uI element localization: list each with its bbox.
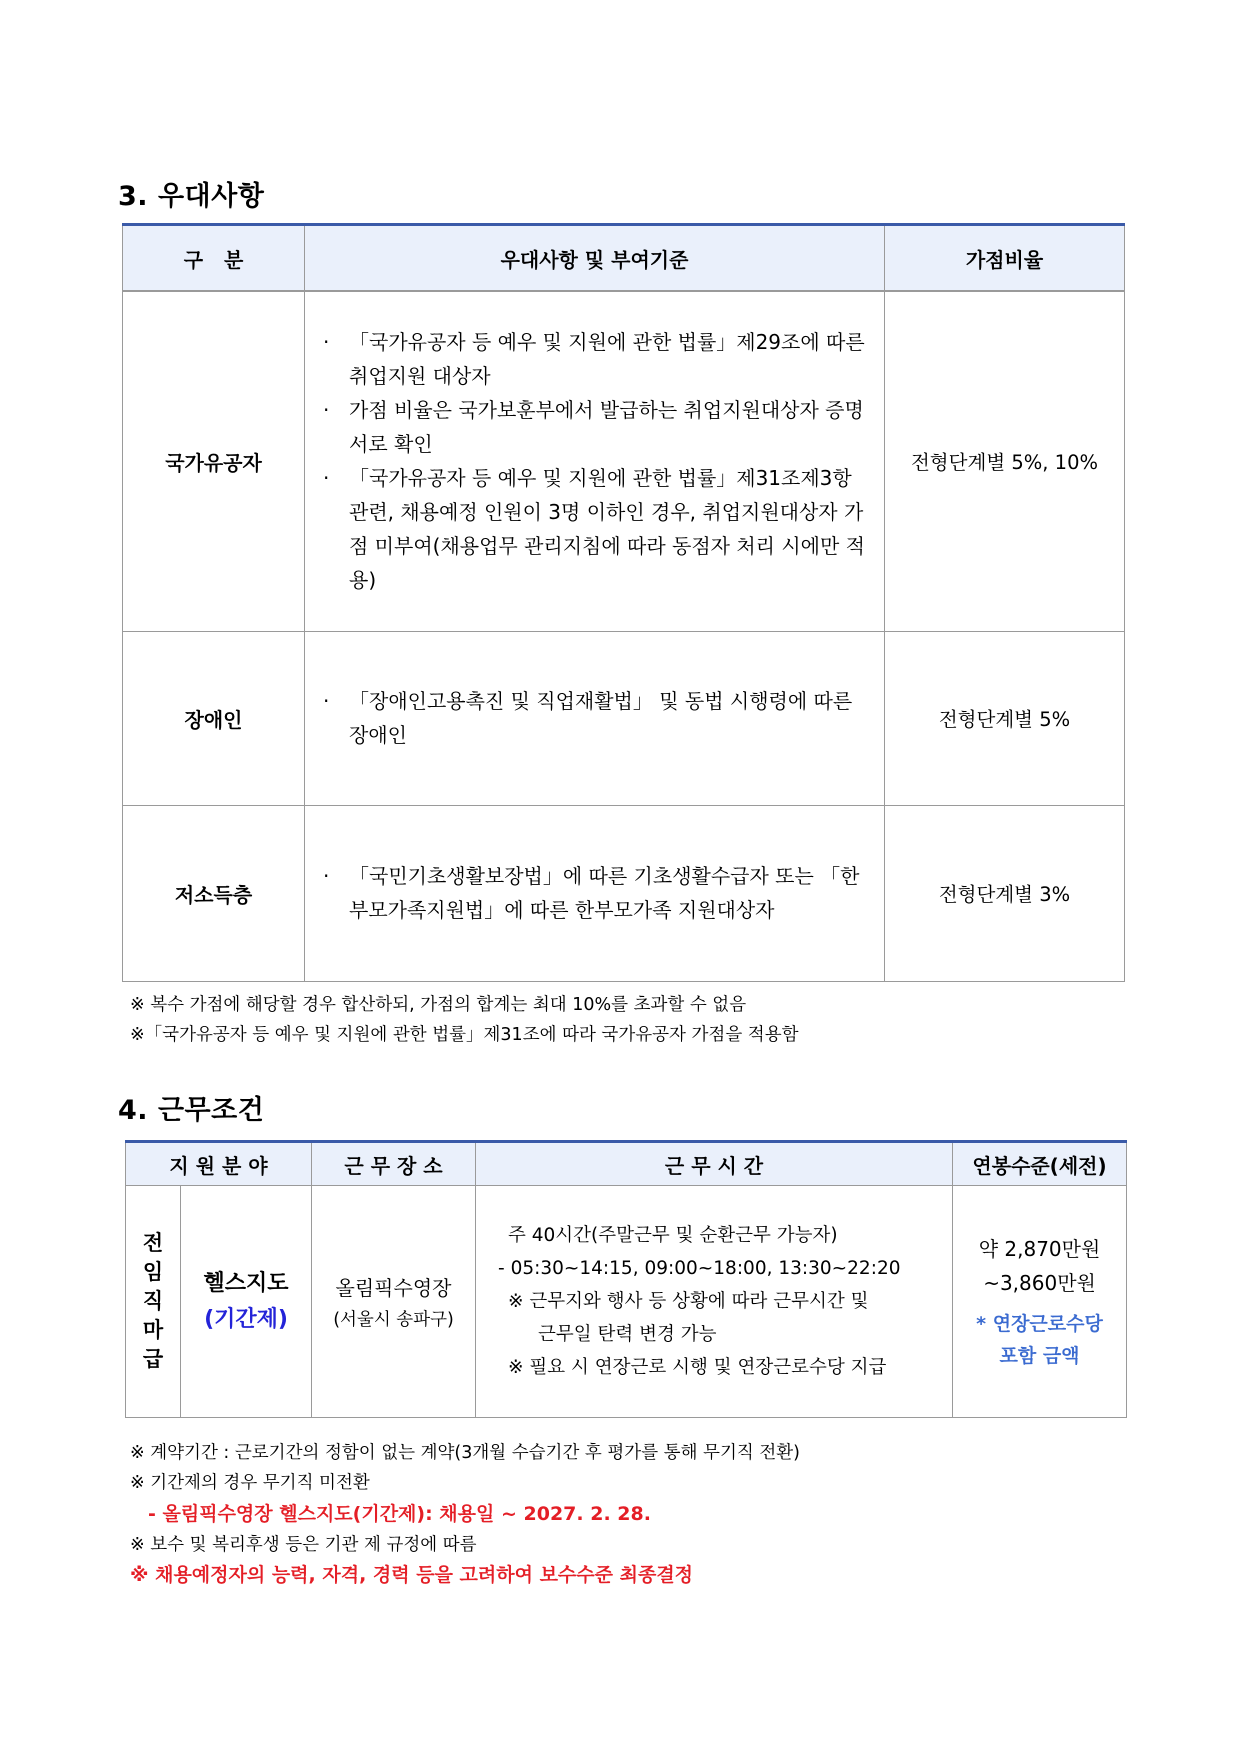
list-item: · 「국가유공자 등 예우 및 지원에 관한 법률」제31조제3항 관련, 채용예정 인원이 3명 이하인 경우, 취업지원대상자 가점 미부여(채용업무 관리지침에 따라 동점자 처리 시에만 적용)	[323, 466, 865, 593]
hours-line: 주 40시간(주말근무 및 순환근무 가능자)	[508, 1225, 838, 1246]
rate-cell: 전형단계별 5%, 10%	[885, 291, 1125, 631]
section3-note-2: ※「국가유공자 등 예우 및 지원에 관한 법률」제31조에 따라 국가유공자 가점을 적용함	[130, 1025, 799, 1045]
list-item: · 가점 비율은 국가보훈부에서 발급하는 취업지원대상자 증명서로 확인	[323, 398, 864, 457]
rate-cell: 전형단계별 3%	[885, 805, 1125, 981]
section3-note-1: ※ 복수 가점에 해당할 경우 합산하되, 가점의 합계는 최대 10%를 초과할 수 없음	[130, 995, 747, 1015]
category-cell: 장애인	[123, 631, 305, 805]
hours-cell	[476, 1186, 953, 1418]
criteria-cell	[305, 631, 885, 805]
list-item: · 「장애인고용촉진 및 직업재활법」 및 동법 시행령에 따른 장애인	[323, 689, 853, 747]
table-row	[126, 1186, 1127, 1418]
salary-min: 약 2,870만원	[978, 1236, 1101, 1261]
hours-line: ※ 근무지와 행사 등 상황에 따라 근무시간 및	[508, 1291, 869, 1312]
section4-note-1: ※ 계약기간 : 근로기간의 정함이 없는 계약(3개월 수습기간 후 평가를 통해 무기직 전환)	[130, 1443, 800, 1463]
place-name: 올림픽수영장	[335, 1275, 452, 1300]
header-hours: 근 무 시 간	[476, 1142, 953, 1186]
table-header-row	[123, 225, 1125, 292]
salary-note: * 연장근로수당 포함 금액	[976, 1312, 1103, 1367]
criteria-cell	[305, 805, 885, 981]
list-item: · 「국가유공자 등 예우 및 지원에 관한 법률」제29조에 따른 취업지원 대상자	[323, 330, 865, 389]
header-place: 근 무 장 소	[312, 1142, 476, 1186]
hours-line: ※ 필요 시 연장근로 시행 및 연장근로수당 지급	[508, 1357, 887, 1378]
list-item: · 「국민기초생활보장법」에 따른 기초생활수급자 또는 「한부모가족지원법」에 따른 한부모가족 지원대상자	[323, 864, 860, 922]
place-cell	[312, 1186, 476, 1418]
table-header-row	[126, 1142, 1127, 1186]
group-cell	[126, 1186, 181, 1418]
header-rate: 가점비율	[885, 225, 1125, 292]
salary-max: ~3,860만원	[983, 1270, 1096, 1295]
table-row	[123, 805, 1125, 981]
section4-note-4: ※ 보수 및 복리후생 등은 기관 제 규정에 따름	[130, 1535, 477, 1555]
header-category: 구 분	[123, 225, 305, 292]
preference-table	[122, 223, 1125, 982]
hours-line: - 05:30~14:15, 09:00~18:00, 13:30~22:20	[498, 1258, 901, 1279]
section4-title: 4. 근무조건	[118, 1095, 265, 1126]
table-row	[123, 291, 1125, 631]
job-title: 헬스지도	[203, 1270, 289, 1296]
header-criteria: 우대사항 및 부여기준	[305, 225, 885, 292]
section4-note-2: ※ 기간제의 경우 무기직 미전환	[130, 1473, 370, 1493]
header-salary: 연봉수준(세전)	[953, 1142, 1127, 1186]
hours-line: 근무일 탄력 변경 가능	[538, 1324, 717, 1345]
criteria-cell	[305, 291, 885, 631]
salary-cell	[953, 1186, 1127, 1418]
rate-cell: 전형단계별 5%	[885, 631, 1125, 805]
table-row	[123, 631, 1125, 805]
section4-note-5: ※ 채용예정자의 능력, 자격, 경력 등을 고려하여 보수수준 최종결정	[130, 1564, 694, 1586]
work-conditions-table	[125, 1140, 1127, 1418]
category-cell: 저소득층	[123, 805, 305, 981]
category-cell: 국가유공자	[123, 291, 305, 631]
job-group-label: 전 임 직 마 급	[142, 1231, 164, 1371]
job-type: (기간제)	[204, 1306, 288, 1332]
section4-note-3: - 올림픽수영장 헬스지도(기간제): 채용일 ~ 2027. 2. 28.	[148, 1503, 651, 1525]
job-cell	[181, 1186, 312, 1418]
section3-title: 3. 우대사항	[118, 181, 265, 212]
place-region: (서울시 송파구)	[333, 1309, 454, 1330]
header-field: 지 원 분 야	[126, 1142, 312, 1186]
